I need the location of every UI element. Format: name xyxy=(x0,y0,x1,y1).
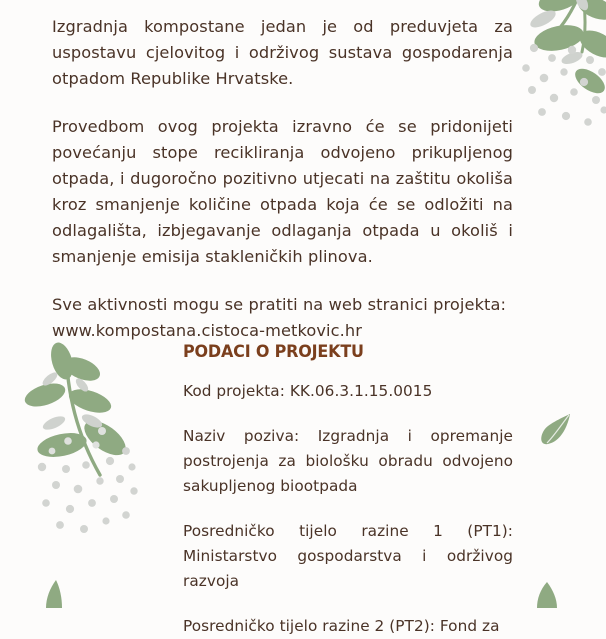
paragraph-3 xyxy=(52,292,513,344)
paragraph-1: Izgradnja kompostane jedan je od preduvjeta za uspostavu cjelovitog i održivog sustava gospodarenja otpadom Republike Hrvatske. xyxy=(52,17,513,88)
project-website-link[interactable]: www.kompostana.cistoca-metkovic.hr xyxy=(52,321,363,340)
intermediate-body-pt2: Posredničko tijelo razine 2 (PT2): Fond za xyxy=(183,617,500,635)
mid-right-leaf-icon xyxy=(536,408,580,454)
intro-text-block xyxy=(52,14,513,344)
website-intro-text: Sve aktivnosti mogu se pratiti na web stranici projekta: xyxy=(52,295,507,314)
call-name: Naziv poziva: Izgradnja i opremanje postrojenja za biološku obradu odvojeno sakupljenog biootpada xyxy=(183,427,513,495)
project-data-heading: PODACI O PROJEKTU xyxy=(183,342,364,362)
bottom-left-leaf-icon xyxy=(40,578,74,608)
project-code: Kod projekta: KK.06.3.1.15.0015 xyxy=(183,382,433,400)
left-branch-icon xyxy=(10,333,150,533)
bottom-right-leaf-icon xyxy=(530,578,564,608)
project-data-section xyxy=(183,342,513,639)
paragraph-2: Provedbom ovog projekta izravno će se pridonijeti povećanju stope recikliranja odvojeno prikupljenog otpada, i dugoročno pozitivno utjecati na zaštitu okoliša kroz smanjenje količine otpada koja će se odložiti na odlagališta, izbjegavanje odlaganja otpada u okoliš i smanjenje emisija stakleničkih plinova. xyxy=(52,117,513,266)
intermediate-body-pt1: Posredničko tijelo razine 1 (PT1): Ministarstvo gospodarstva i održivog razvoja xyxy=(183,522,513,590)
